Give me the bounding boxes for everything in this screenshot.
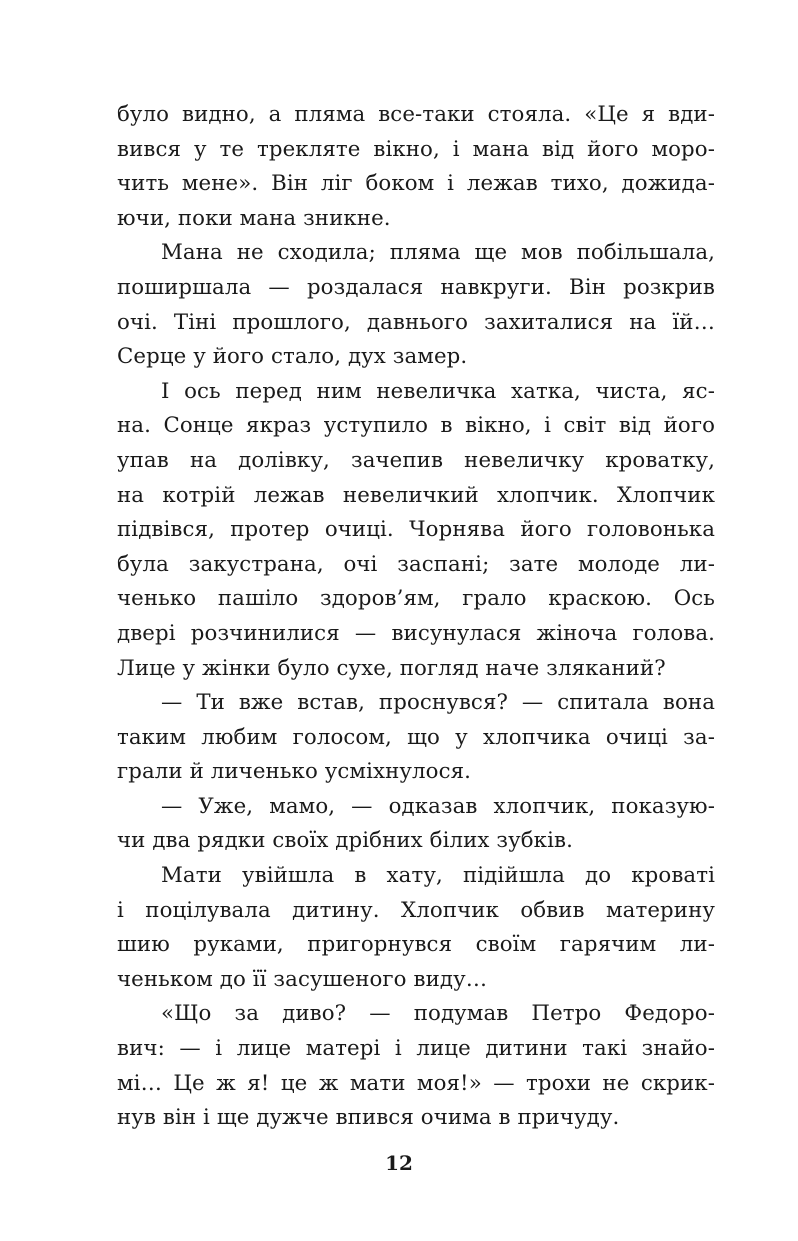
text-line: на котрій лежав невеличкий хлопчик. Хлопчик	[117, 482, 715, 508]
paragraph-1	[117, 98, 715, 236]
text-line: ченьком до її засушеного виду…	[117, 966, 488, 992]
paragraph-6	[117, 859, 715, 997]
text-line: ченько пашіло здоров’ям, грало краскою. Ось	[117, 586, 715, 612]
paragraph-7	[117, 997, 715, 1135]
text-line: Мана не сходила; пляма ще мов побільшала,	[161, 240, 715, 266]
text-line: вився у те трекляте вікно, і мана від його моро-	[117, 136, 715, 162]
text-line: упав на долівку, зачепив невеличку кроватку,	[117, 447, 715, 473]
paragraph-3	[117, 375, 715, 686]
text-line: Серце у його стало, дух замер.	[117, 344, 468, 370]
text-line: ючи, поки мана зникне.	[117, 205, 391, 231]
text-line: — Уже, мамо, — одказав хлопчик, показую-	[161, 793, 715, 819]
text-line: Лице у жінки було сухе, погляд наче зляканий?	[117, 655, 666, 681]
text-line: чи два рядки своїх дрібних білих зубків.	[117, 828, 573, 854]
text-line: і поцілувала дитину. Хлопчик обвив материну	[117, 897, 715, 923]
text-line: «Що за диво? — подумав Петро Федоро-	[161, 1001, 715, 1027]
text-line: таким любим голосом, що у хлопчика очиці за-	[117, 724, 715, 750]
text-line: мі… Це ж я! це ж мати моя!» — трохи не скрик-	[117, 1070, 715, 1096]
text-line: очі. Тіні прошлого, давнього захиталися на їй…	[117, 309, 715, 335]
paragraph-4	[117, 686, 715, 790]
paragraph-5	[117, 790, 715, 859]
text-line: чить мене». Він ліг боком і лежав тихо, дожида-	[117, 171, 715, 197]
page-number: 12	[385, 1151, 413, 1175]
text-line: двері розчинилися — висунулася жіноча голова.	[117, 620, 715, 646]
paragraph-2	[117, 236, 715, 374]
text-line: на. Сонце якраз уступило в вікно, і світ від його	[117, 413, 715, 439]
text-line: — Ти вже встав, проснувся? — спитала вона	[161, 690, 715, 716]
text-line: шию руками, пригорнувся своїм гарячим ли-	[117, 932, 715, 958]
text-line: Мати увійшла в хату, підійшла до кроваті	[161, 863, 715, 889]
text-line: поширшала — роздалася навкруги. Він розкрив	[117, 274, 715, 300]
text-line: грали й личенько усміхнулося.	[117, 759, 471, 785]
text-line: була закустрана, очі заспані; зате молоде ли-	[117, 551, 715, 577]
text-line: нув він і ще дужче впився очима в причуду.	[117, 1105, 620, 1131]
text-line: було видно, а пляма все-таки стояла. «Це я вди-	[117, 102, 715, 127]
text-line: вич: — і лице матері і лице дитини такі знайо-	[117, 1036, 715, 1062]
body-text	[117, 98, 715, 1136]
text-line: І ось перед ним невеличка хатка, чиста, яс-	[161, 378, 715, 404]
text-line: підвівся, протер очиці. Чорнява його головонька	[117, 517, 715, 543]
